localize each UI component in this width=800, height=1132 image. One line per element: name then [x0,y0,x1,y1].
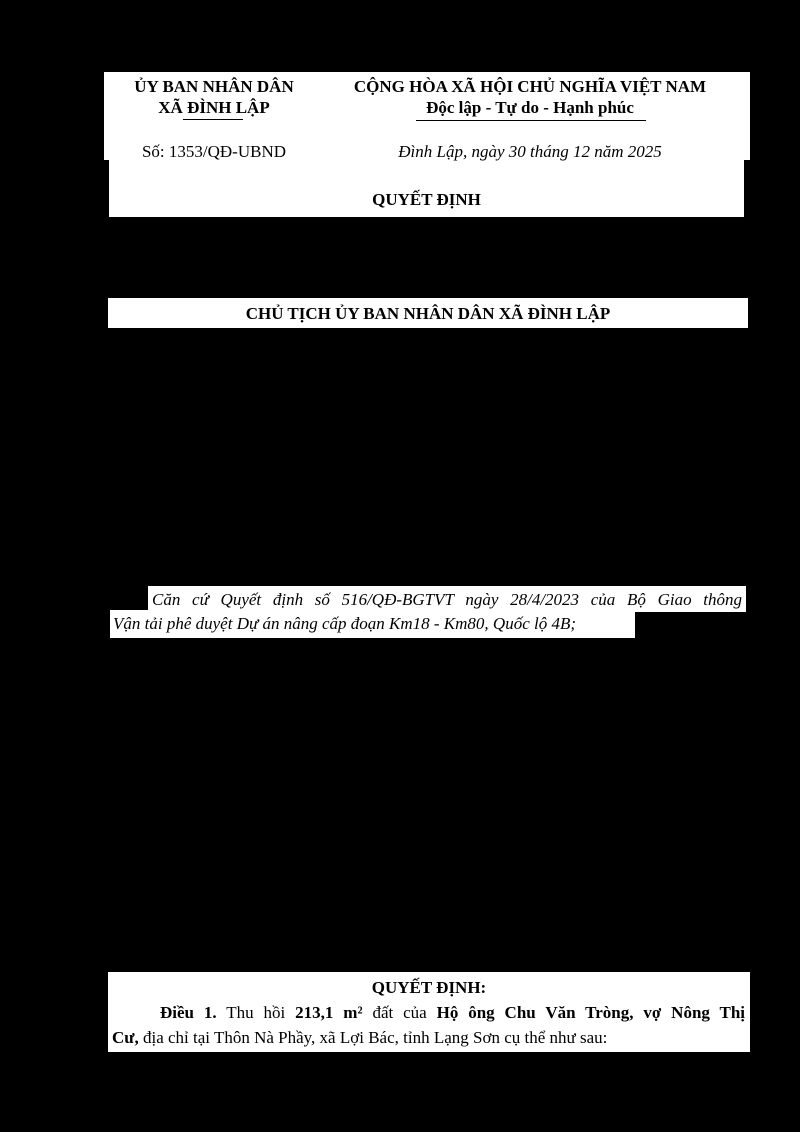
article-1-line-1 [160,1003,745,1023]
article-label: Điều 1. [160,1003,217,1022]
basis-line-1: Căn cứ Quyết định số 516/QĐ-BGTVT ngày 28/4/2023 của Bộ Giao thông [152,590,742,609]
nation-name: CỘNG HÒA XÃ HỘI CHỦ NGHĨA VIỆT NAM [353,77,707,96]
agency-name: ỦY BAN NHÂN DÂN [134,77,294,96]
owner-name-cont: Cư, [112,1028,139,1047]
document-number: Số: 1353/QĐ-UBND [141,142,287,161]
motto-underline [416,120,646,121]
place-date: Đình Lập, ngày 30 tháng 12 năm 2025 [398,142,662,161]
document-title: QUYẾT ĐỊNH [372,190,481,209]
issuing-authority: CHỦ TỊCH ỦY BAN NHÂN DÂN XÃ ĐÌNH LẬP [245,304,611,323]
article-text-2: đất của [362,1003,437,1022]
land-area: 213,1 m² [295,1003,363,1022]
agency-commune: XÃ ĐÌNH LẬP [158,98,270,117]
basis-line-2: Vận tải phê duyệt Dự án nâng cấp đoạn Km18 - Km80, Quốc lộ 4B; [113,614,577,633]
owner-name: Hộ ông Chu Văn Tròng, vợ Nông Thị [436,1003,746,1022]
article-text-3: địa chỉ tại Thôn Nà Phầy, xã Lợi Bác, tỉnh Lạng Sơn cụ thể như sau: [138,1028,608,1047]
nation-motto: Độc lập - Tự do - Hạnh phúc [426,98,634,117]
article-1-line-2 [112,1028,607,1048]
decision-heading: QUYẾT ĐỊNH: [371,978,487,997]
article-text-1: Thu hồi [216,1003,296,1022]
agency-underline [183,119,243,120]
